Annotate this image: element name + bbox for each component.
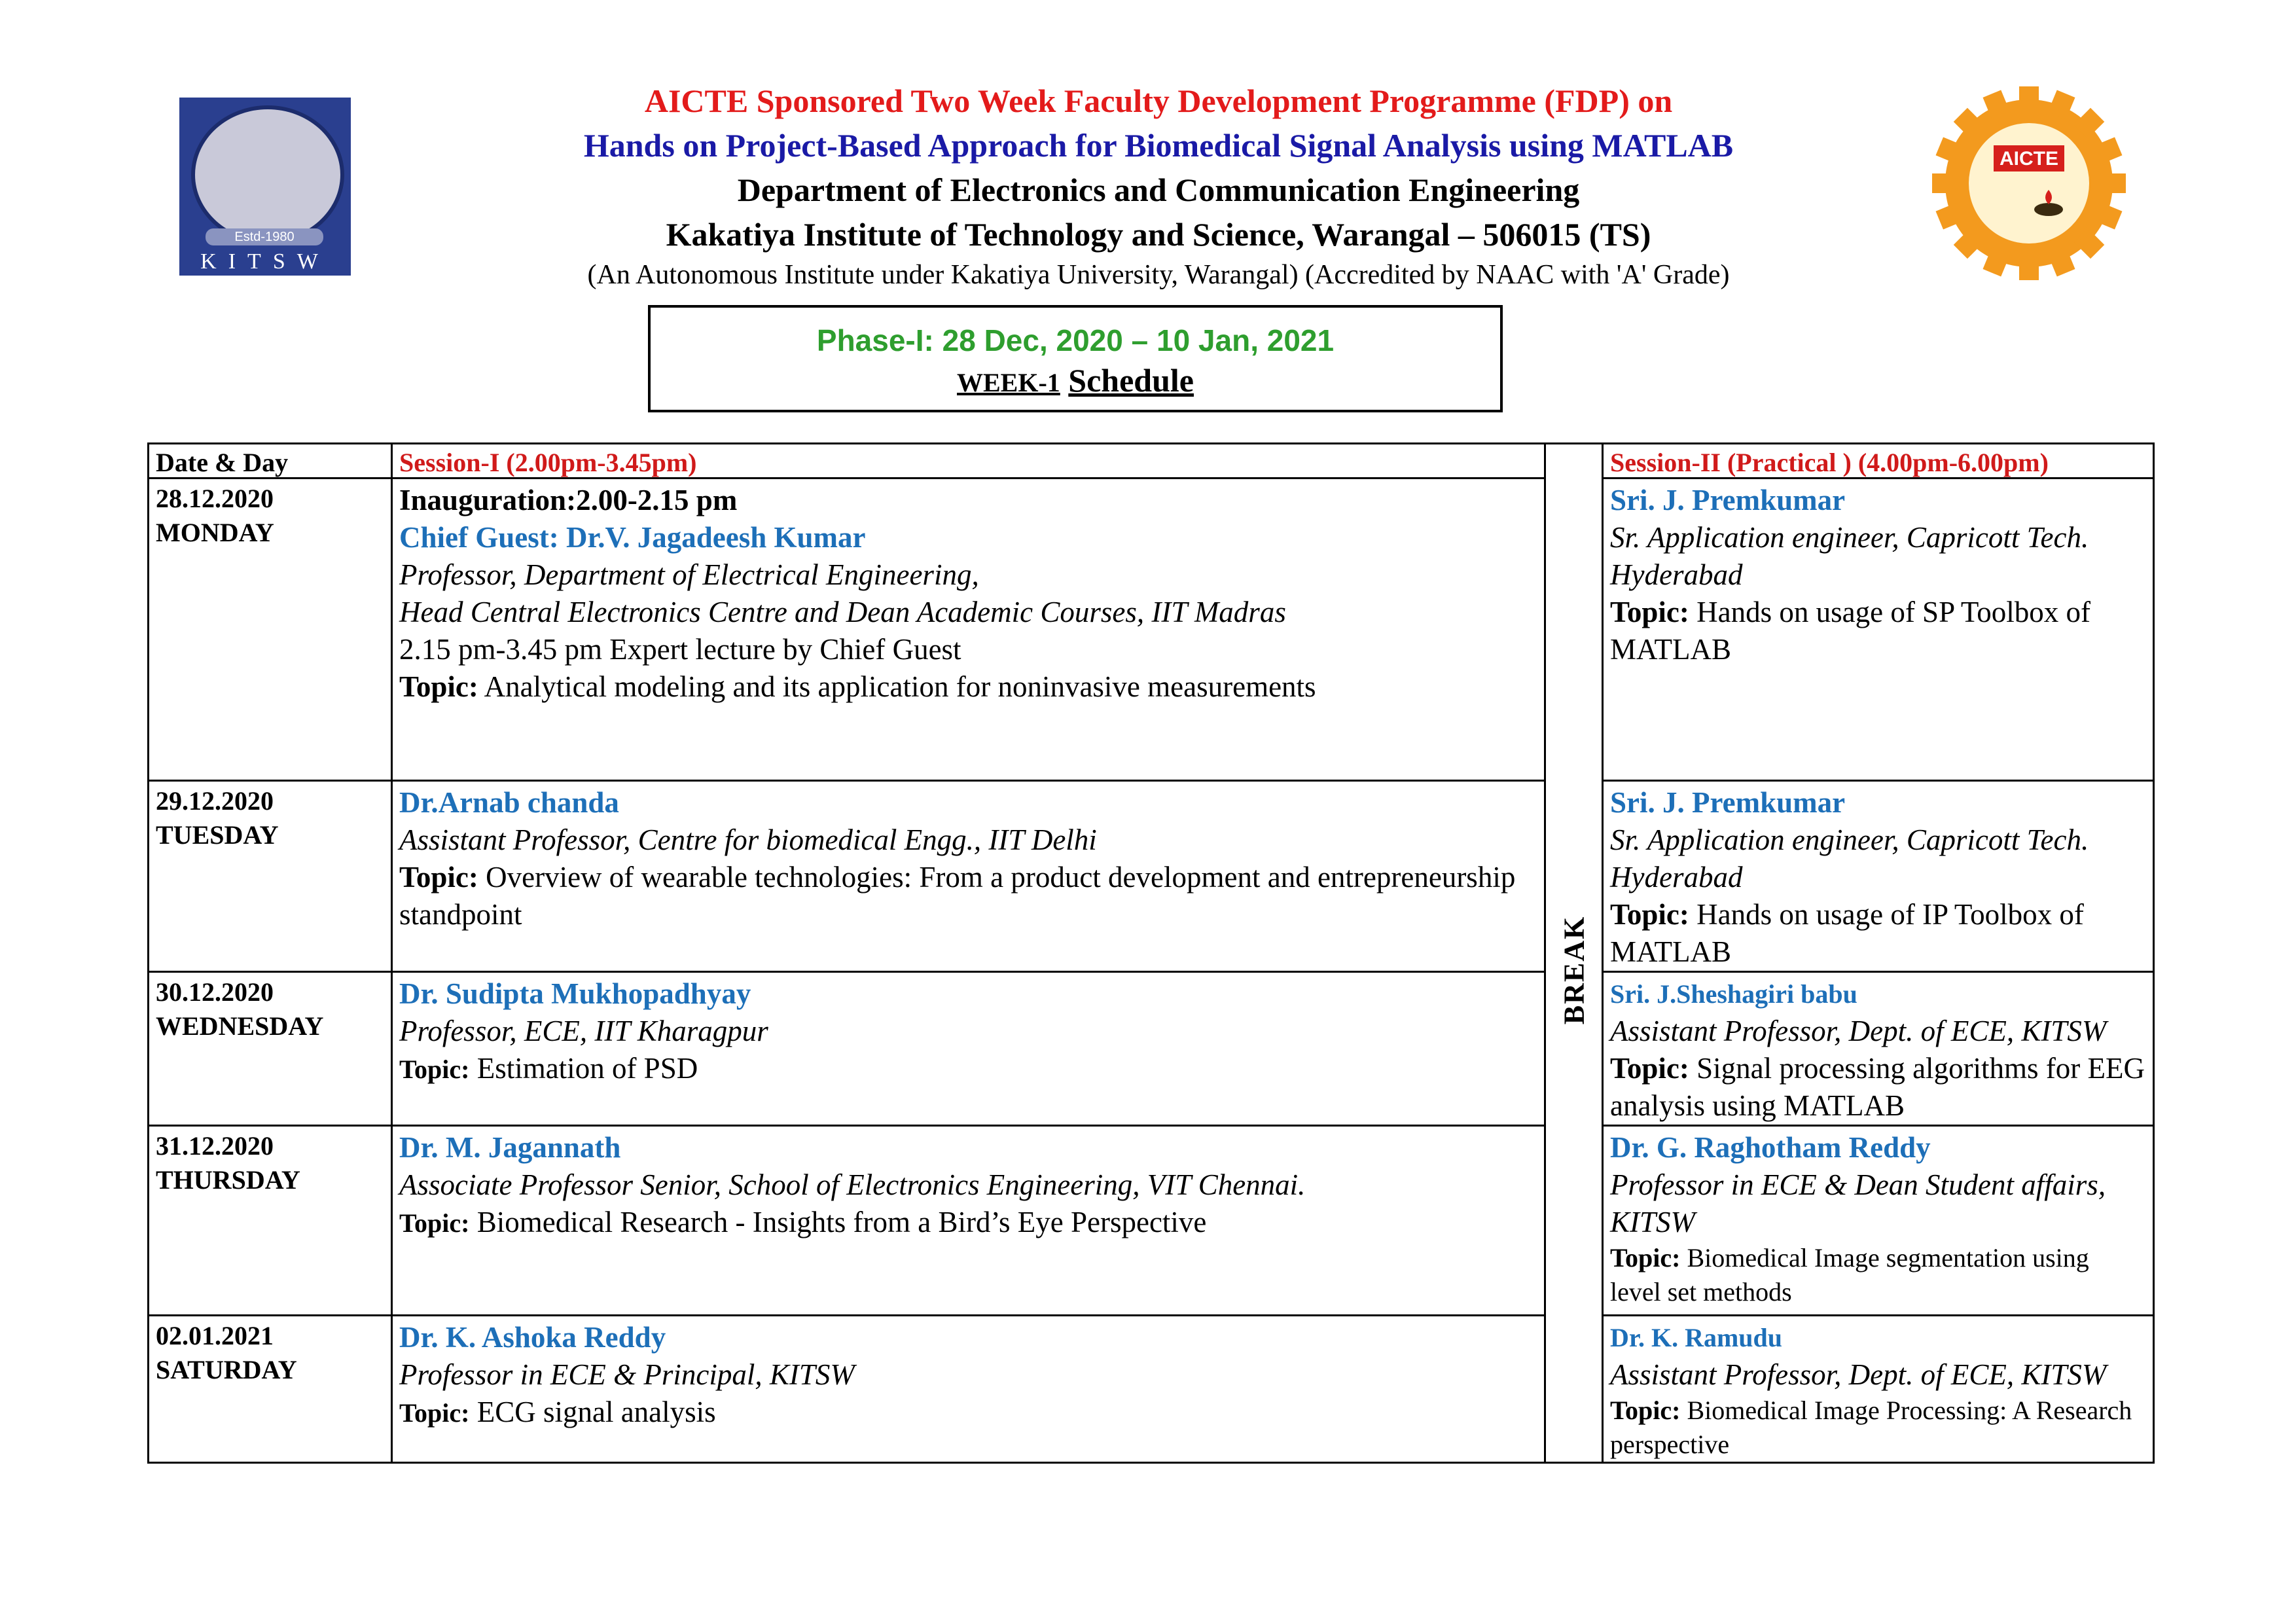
topic-text	[399, 859, 1537, 933]
kitsw-logo	[179, 98, 351, 276]
session-2-cell	[1603, 1316, 2154, 1463]
date-cell	[149, 478, 392, 781]
topic-text	[1610, 896, 2146, 971]
row-day: MONDAY	[156, 518, 274, 547]
topic-value: Analytical modeling and its application for noninvasive measurements	[478, 670, 1316, 703]
speaker-designation: Professor in ECE & Principal, KITSW	[399, 1358, 855, 1391]
week-title	[651, 359, 1500, 405]
svg-text:AICTE: AICTE	[2000, 148, 2058, 170]
topic-label: Topic:	[399, 1208, 470, 1238]
table-row	[149, 1126, 2154, 1316]
topic-value: Estimation of PSD	[469, 1052, 698, 1085]
topic-value: Hands on usage of SP Toolbox of MATLAB	[1610, 596, 2090, 666]
session-2-cell	[1603, 972, 2154, 1126]
header-programme-title: AICTE Sponsored Two Week Faculty Development Programme (FDP) on	[644, 82, 1673, 119]
week-label: WEEK-1	[957, 368, 1060, 397]
logo-estd-text: Estd-1980	[206, 228, 323, 245]
lecture-text: 2.15 pm-3.45 pm Expert lecture by Chief Guest	[399, 633, 961, 666]
speaker-name: Sri. J. Premkumar	[1610, 786, 1846, 819]
speaker-designation: Sr. Application engineer, Capricott Tech. Hyderabad	[1610, 521, 2089, 591]
table-row	[149, 478, 2154, 781]
speaker-name: Sri. J. Premkumar	[1610, 484, 1846, 516]
schedule-label: Schedule	[1068, 362, 1194, 399]
row-date: 30.12.2020	[156, 977, 274, 1007]
header-topic-title: Hands on Project-Based Approach for Biomedical Signal Analysis using MATLAB	[583, 127, 1734, 164]
institute-emblem-icon	[191, 105, 344, 244]
table-row	[149, 972, 2154, 1126]
session-1-cell	[392, 972, 1545, 1126]
speaker-name: Sri. J.Sheshagiri babu	[1610, 979, 1857, 1009]
table-row	[149, 1316, 2154, 1463]
row-date: 31.12.2020	[156, 1131, 274, 1161]
inauguration-text: Inauguration:2.00-2.15 pm	[399, 484, 738, 516]
session-1-cell	[392, 1316, 1545, 1463]
topic-label: Topic:	[1610, 596, 1689, 628]
session-2-cell	[1603, 1126, 2154, 1316]
topic-text	[1610, 1050, 2146, 1125]
document-header	[393, 79, 1924, 293]
topic-text	[399, 668, 1537, 706]
topic-label: Topic:	[399, 861, 478, 893]
session-2-cell	[1603, 781, 2154, 972]
row-date: 02.01.2021	[156, 1321, 274, 1350]
topic-label: Topic:	[399, 670, 478, 703]
schedule-table	[147, 442, 2155, 1464]
session-1-cell	[392, 1126, 1545, 1316]
topic-text	[1610, 594, 2146, 668]
break-column	[1545, 478, 1603, 1463]
header-accreditation: (An Autonomous Institute under Kakatiya University, Warangal) (Accredited by NAAC with 'A' Grade)	[587, 260, 1730, 290]
topic-text	[399, 1204, 1537, 1241]
speaker-designation: Associate Professor Senior, School of Electronics Engineering, VIT Chennai.	[399, 1168, 1306, 1201]
topic-text	[1610, 1394, 2146, 1462]
break-label: BREAK	[1558, 915, 1590, 1024]
header-department: Department of Electronics and Communication Engineering	[737, 171, 1580, 208]
phase-box	[648, 305, 1503, 412]
topic-value: Hands on usage of IP Toolbox of MATLAB	[1610, 898, 2084, 968]
date-cell	[149, 1126, 392, 1316]
topic-value: ECG signal analysis	[469, 1396, 716, 1428]
speaker-designation: Assistant Professor, Dept. of ECE, KITSW	[1610, 1358, 2107, 1391]
speaker-designation: Professor, ECE, IIT Kharagpur	[399, 1015, 768, 1047]
table-header-row	[149, 444, 2154, 478]
header-session-2: Session-II (Practical ) (4.00pm-6.00pm)	[1603, 444, 2154, 478]
topic-text	[1610, 1241, 2146, 1309]
row-date: 28.12.2020	[156, 484, 274, 513]
topic-label: Topic:	[1610, 898, 1689, 931]
speaker-name: Dr. K. Ramudu	[1610, 1323, 1783, 1352]
speaker-name: Dr. K. Ashoka Reddy	[399, 1321, 666, 1354]
speaker-designation: Sr. Application engineer, Capricott Tech. Hyderabad	[1610, 823, 2089, 893]
row-day: SATURDAY	[156, 1355, 297, 1384]
topic-label: Topic:	[1610, 1243, 1681, 1272]
topic-value: Biomedical Image Processing: A Research perspective	[1610, 1396, 2132, 1459]
row-day: TUESDAY	[156, 820, 279, 850]
speaker-designation: Professor in ECE & Dean Student affairs, KITSW	[1610, 1168, 2106, 1238]
speaker-designation: Assistant Professor, Centre for biomedical Engg., IIT Delhi	[399, 823, 1097, 856]
speaker-designation: Professor, Department of Electrical Engineering,	[399, 558, 979, 591]
table-row	[149, 781, 2154, 972]
row-day: THURSDAY	[156, 1165, 300, 1195]
topic-value: Signal processing algorithms for EEG analysis using MATLAB	[1610, 1052, 2145, 1122]
speaker-name: Chief Guest: Dr.V. Jagadeesh Kumar	[399, 521, 866, 554]
speaker-designation: Assistant Professor, Dept. of ECE, KITSW	[1610, 1015, 2107, 1047]
speaker-name: Dr. M. Jagannath	[399, 1131, 621, 1164]
row-day: WEDNESDAY	[156, 1011, 324, 1041]
aicte-gear-icon	[1931, 85, 2127, 281]
session-1-cell	[392, 781, 1545, 972]
topic-text	[399, 1394, 1537, 1431]
logo-kitsw-text: KITSW	[200, 249, 330, 274]
topic-value: Overview of wearable technologies: From a product development and entrepreneurship standpoint	[399, 861, 1516, 931]
topic-value: Biomedical Image segmentation using level set methods	[1610, 1243, 2089, 1307]
topic-value: Biomedical Research - Insights from a Bird’s Eye Perspective	[469, 1206, 1207, 1238]
phase-dates: Phase-I: 28 Dec, 2020 – 10 Jan, 2021	[816, 323, 1335, 357]
header-institute: Kakatiya Institute of Technology and Science, Warangal – 506015 (TS)	[666, 216, 1651, 253]
speaker-name: Dr.Arnab chanda	[399, 786, 619, 819]
speaker-name: Dr. G. Raghotham Reddy	[1610, 1131, 1931, 1164]
date-cell	[149, 781, 392, 972]
header-break-spacer	[1545, 444, 1603, 478]
row-date: 29.12.2020	[156, 786, 274, 816]
aicte-logo	[1931, 85, 2127, 281]
session-1-cell	[392, 478, 1545, 781]
date-cell	[149, 1316, 392, 1463]
speaker-name: Dr. Sudipta Mukhopadhyay	[399, 977, 751, 1010]
header-date-day: Date & Day	[149, 444, 392, 478]
speaker-designation-2: Head Central Electronics Centre and Dean Academic Courses, IIT Madras	[399, 596, 1286, 628]
topic-label: Topic:	[1610, 1052, 1689, 1085]
session-2-cell	[1603, 478, 2154, 781]
topic-text	[399, 1050, 1537, 1087]
topic-label: Topic:	[399, 1398, 470, 1428]
date-cell	[149, 972, 392, 1126]
topic-label: Topic:	[399, 1055, 470, 1084]
topic-label: Topic:	[1610, 1396, 1681, 1425]
header-session-1: Session-I (2.00pm-3.45pm)	[392, 444, 1545, 478]
